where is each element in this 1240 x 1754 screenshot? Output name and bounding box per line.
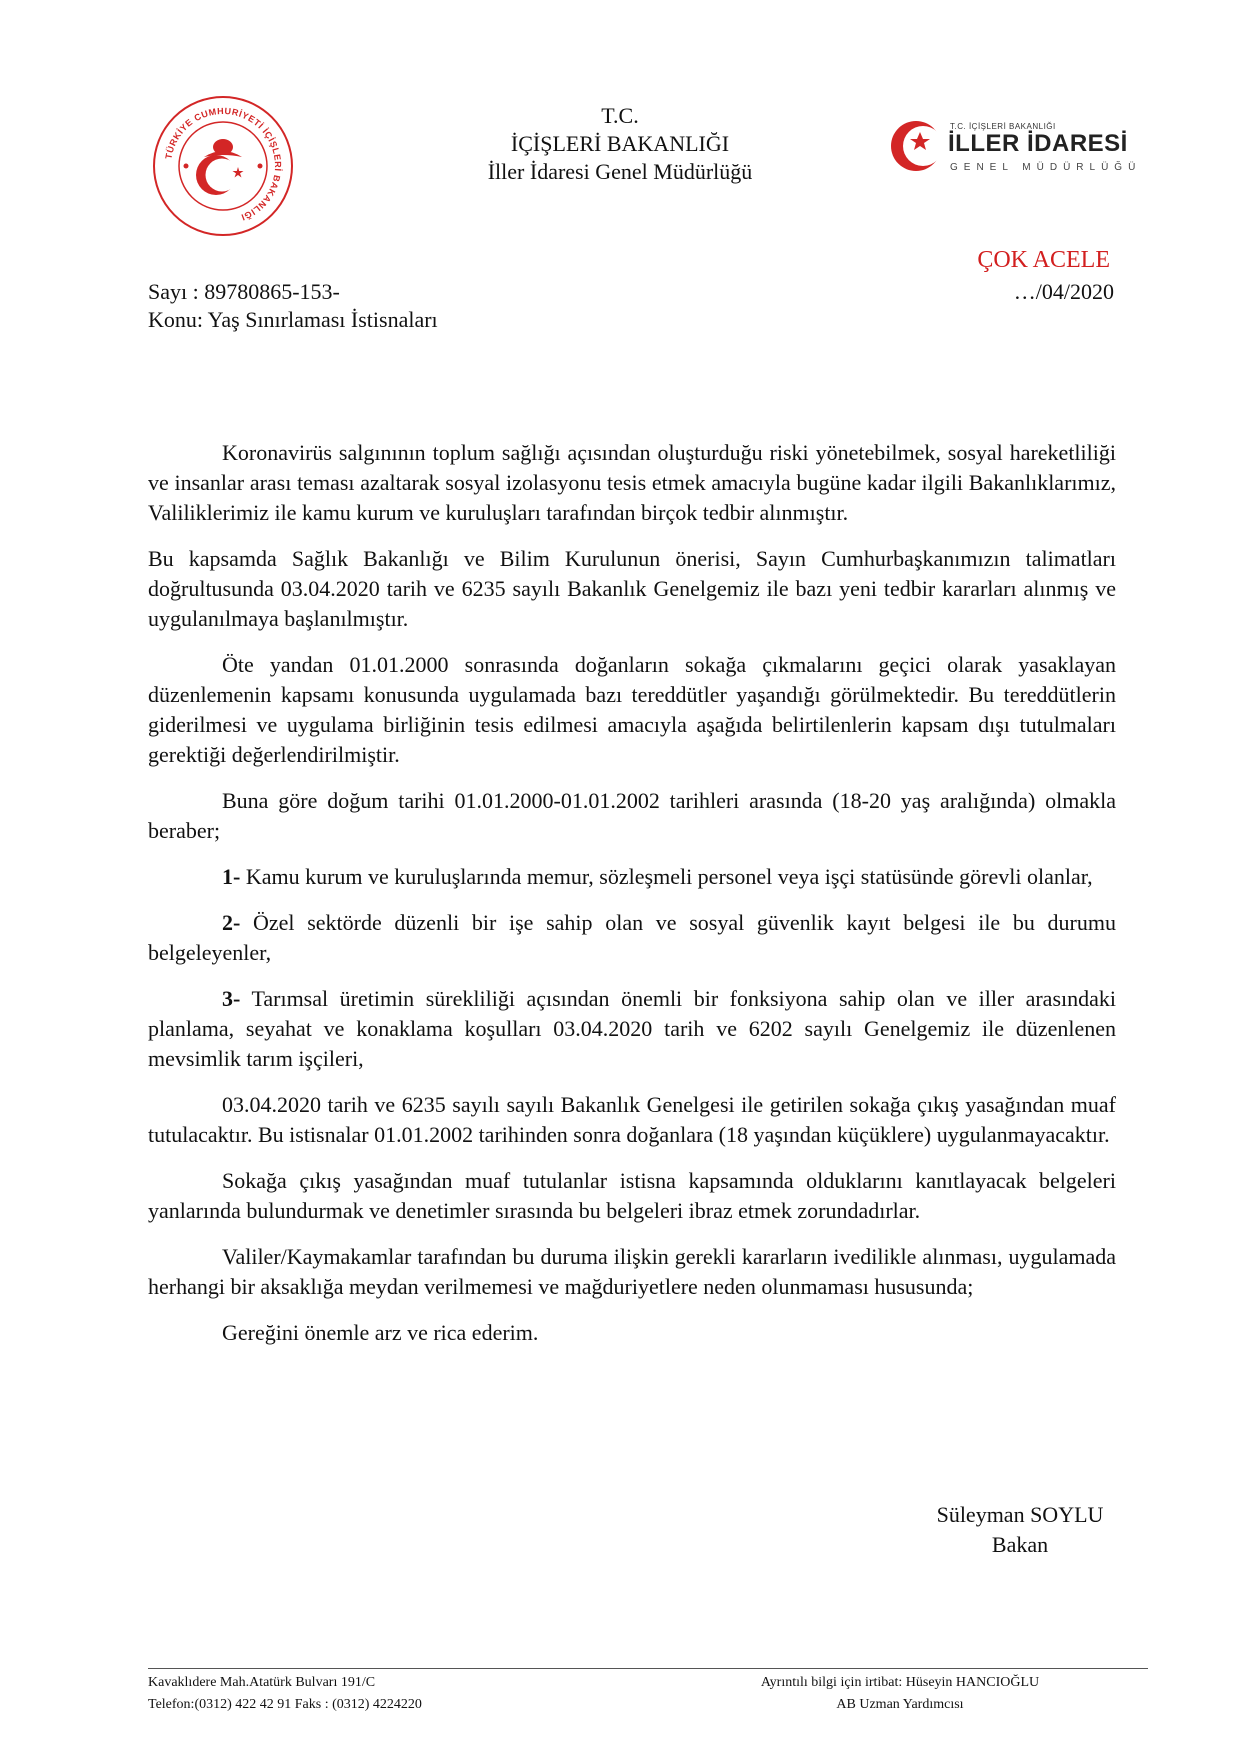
logo-main-text: İLLER İDARESİ <box>948 130 1128 157</box>
paragraph-3: Öte yandan 01.01.2000 sonrasında doğanların sokağa çıkmalarını geçici olarak yasaklayan düzenlemenin kapsamı konusunda uygulamada bazı tereddütler yaşandığı görülmektedir. Bu tereddütlerin giderilmesi ve uygulama birliğinin tesis edilmesi amacıyla aşağıda belirtilenlerin kapsam dışı tutulmaları gerektiği değerlendirilmiştir. <box>148 652 1116 767</box>
document-subject: Konu: Yaş Sınırlaması İstisnaları <box>148 307 438 332</box>
footer-address-block <box>148 1672 422 1716</box>
paragraph-8: Gereğini önemle arz ve rica ederim. <box>222 1320 539 1345</box>
paragraph-6: Sokağa çıkış yasağından muaf tutulanlar istisna kapsamında olduklarını kanıtlayacak belgeleri yanlarında bulundurmak ve denetimler sırasında bu belgeleri ibraz etmek zorundadırlar. <box>148 1168 1116 1223</box>
logo-sub-text: GENEL MÜDÜRLÜĞÜ <box>950 162 1142 173</box>
footer-address: Kavaklıdere Mah.Atatürk Bulvarı 191/C <box>148 1675 376 1690</box>
footer-contact: Ayrıntılı bilgi için irtibat: Hüseyin HANCIOĞLU <box>760 1675 1040 1690</box>
paragraph-1: Koronavirüs salgınının toplum sağlığı açısından oluşturduğu riski yönetebilmek, sosyal hareketliliği ve insanlar arası teması azaltarak sosyal izolasyonu tesis etmek amacıyla bugüne kadar ilgili Bakanlıklarımız, Valiliklerimiz ile kamu kurum ve kuruluşları tarafından birçok tedbir alınmıştır. <box>148 440 1116 525</box>
iller-idaresi-logo <box>890 120 1150 180</box>
header-directorate: İller İdaresi Genel Müdürlüğü <box>487 159 753 184</box>
document-date: …/04/2020 <box>1013 279 1114 304</box>
footer-contact-block <box>700 1672 1100 1716</box>
list-item-1 <box>148 862 1116 892</box>
paragraph-4: Buna göre doğum tarihi 01.01.2000-01.01.2002 tarihleri arasında (18-20 yaş aralığında) olmakla beraber; <box>148 788 1116 843</box>
list-item-2-number: 2- <box>222 910 241 935</box>
ministry-seal <box>152 95 294 237</box>
list-item-2-text: Özel sektörde düzenli bir işe sahip olan ve sosyal güvenlik kayıt belgesi ile bu durumu belgeleyenler, <box>148 910 1116 965</box>
document-number: Sayı : 89780865-153- <box>148 279 340 304</box>
paragraph-5: 03.04.2020 tarih ve 6235 sayılı sayılı Bakanlık Genelgesi ile getirilen sokağa çıkış yasağından muaf tutulacaktır. Bu istisnalar 01.01.2002 tarihinden sonra doğanlara (18 yaşından küçüklere) uygulanmayacaktır. <box>148 1092 1116 1147</box>
list-item-1-text: Kamu kurum ve kuruluşlarında memur, sözleşmeli personel veya işçi statüsünde görevli olanlar, <box>240 864 1093 889</box>
document-header <box>420 102 820 186</box>
signatory-name: Süleyman SOYLU <box>936 1502 1104 1527</box>
footer-contact-title: AB Uzman Yardımcısı <box>836 1697 964 1712</box>
paragraph-2: Bu kapsamda Sağlık Bakanlığı ve Bilim Kurulunun önerisi, Sayın Cumhurbaşkanımızın talimatları doğrultusunda 03.04.2020 tarih ve 6235 sayılı Bakanlık Genelgemiz ile bazı yeni tedbir kararları alınmış ve uygulanılmaya başlanılmıştır. <box>148 546 1116 631</box>
urgent-label: ÇOK ACELE <box>977 247 1110 273</box>
list-item-2 <box>148 908 1116 968</box>
signatory-title: Bakan <box>991 1532 1049 1557</box>
list-item-3-number: 3- <box>222 986 241 1011</box>
signature-block <box>900 1500 1140 1560</box>
document-body <box>148 438 1116 1364</box>
footer-phone: Telefon:(0312) 422 42 91 Faks : (0312) 4224220 <box>148 1697 422 1712</box>
header-ministry: İÇİŞLERİ BAKANLIĞI <box>510 131 730 156</box>
list-item-3 <box>148 984 1116 1074</box>
footer-divider <box>148 1668 1148 1669</box>
list-item-3-text: Tarımsal üretimin sürekliliği açısından önemli bir fonksiyona sahip olan ve iller arasındaki planlama, seyahat ve konaklama koşulları 03.04.2020 tarih ve 6202 sayılı Genelgemiz ile düzenlenen mevsimlik tarım işçileri, <box>148 986 1116 1071</box>
logo-star-icon <box>890 120 942 172</box>
seal-ring-text: TÜRKİYE CUMHURİYETİ İÇİŞLERİ BAKANLIĞI <box>163 105 284 223</box>
list-item-1-number: 1- <box>222 864 241 889</box>
header-tc: T.C. <box>601 103 639 128</box>
paragraph-7: Valiler/Kaymakamlar tarafından bu duruma ilişkin gerekli kararların ivedilikle alınması, uygulamada herhangi bir aksaklığa meydan verilmemesi ve mağduriyetlere neden olunmaması hususunda; <box>148 1244 1116 1299</box>
logo-top-text: T.C. İÇİŞLERİ BAKANLIĞI <box>950 122 1056 131</box>
